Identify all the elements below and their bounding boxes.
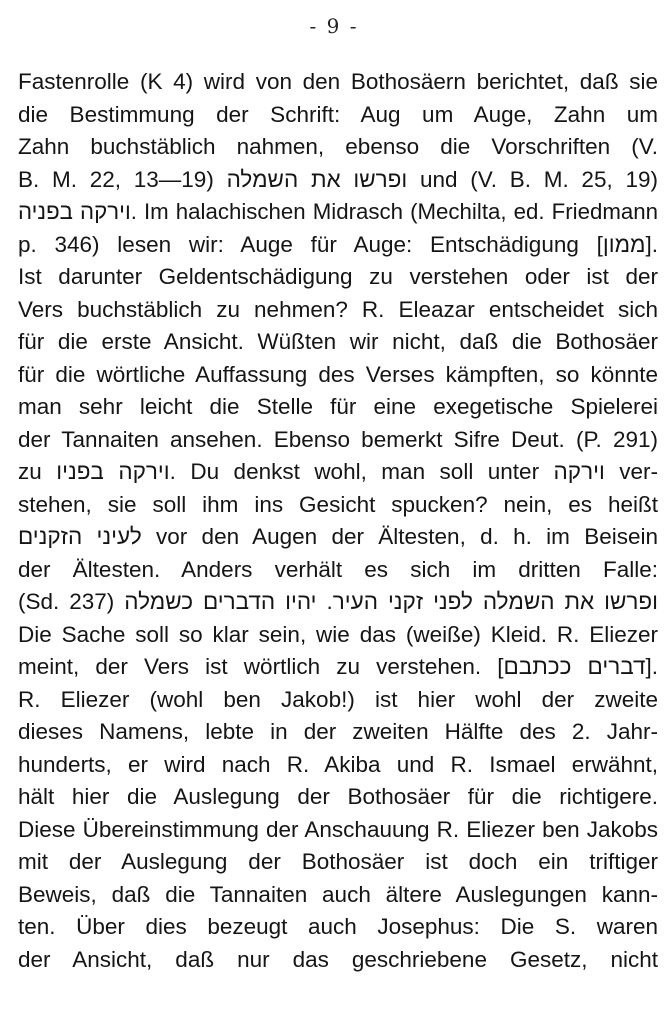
body-text: [18, 66, 658, 976]
text-line: hunderts, er wird nach R. Akiba und R. Ismael erwähnt,: [18, 751, 658, 777]
text-line: לעיני הזקנים vor den Augen der Ältesten, d. h. im Beisein: [18, 524, 658, 549]
text-line: Vers buchstäblich zu nehmen? R. Eleazar entscheidet sich: [18, 296, 658, 322]
text-line: R. Eliezer (wohl ben Jakob!) ist hier wohl der zweite: [18, 686, 658, 712]
text-line: für die wörtliche Auffassung des Verses kämpften, so könnte: [18, 361, 658, 387]
text-line: p. 346) lesen wir: Auge für Auge: Entschädigung [ממון].: [18, 231, 658, 257]
text-line: meint, der Vers ist wörtlich zu verstehen. [דברים ככתבם].: [18, 654, 658, 679]
text-line: die Bestimmung der Schrift: Aug um Auge, Zahn um: [18, 101, 658, 127]
text-line: Fastenrolle (K 4) wird von den Bothosäern berichtet, daß sie: [18, 69, 658, 94]
text-line: dieses Namens, lebte in der zweiten Hälfte des 2. Jahr-: [18, 719, 658, 744]
page-number: - 9 -: [309, 14, 359, 38]
text-line: man sehr leicht die Stelle für eine exegetische Spielerei: [18, 394, 658, 419]
text-line: der Ansicht, daß nur das geschriebene Gesetz, nicht: [18, 946, 658, 972]
text-line: stehen, sie soll ihm ins Gesicht spucken? nein, es heißt: [18, 491, 658, 517]
text-line: Die Sache soll so klar sein, wie das (weiße) Kleid. R. Eliezer: [18, 621, 658, 647]
text-line: וירקה בפניה. Im halachischen Midrasch (Mechilta, ed. Friedmann: [18, 199, 658, 224]
text-line: hält hier die Auslegung der Bothosäer für die richtigere.: [18, 784, 658, 809]
text-line: zu וירקה בפניו. Du denkst wohl, man soll unter וירקה ver-: [18, 459, 658, 484]
text-line: Diese Übereinstimmung der Anschauung R. Eliezer ben Jakobs: [18, 816, 658, 842]
text-line: ten. Über dies bezeugt auch Josephus: Die S. waren: [18, 914, 658, 939]
text-line: für die erste Ansicht. Wüßten wir nicht, daß die Bothosäer: [18, 329, 658, 354]
text-line: (Sd. 237) ופרשו את השמלה לפני זקני העיר. יהיו הדברים כשמלה: [18, 589, 658, 614]
text-line: der Ältesten. Anders verhält es sich im dritten Falle:: [18, 556, 658, 582]
text-line: mit der Auslegung der Bothosäer ist doch ein triftiger: [18, 849, 658, 874]
text-line: Beweis, daß die Tannaiten auch ältere Auslegungen kann-: [18, 881, 658, 907]
text-line: Ist darunter Geldentschädigung zu verstehen oder ist der: [18, 264, 658, 289]
text-line: der Tannaiten ansehen. Ebenso bemerkt Sifre Deut. (P. 291): [18, 426, 658, 452]
text-line: B. M. 22, 13—19) ופרשו את השמלה und (V. B. M. 25, 19): [18, 166, 658, 192]
text-line: Zahn buchstäblich nahmen, ebenso die Vorschriften (V.: [18, 134, 658, 159]
